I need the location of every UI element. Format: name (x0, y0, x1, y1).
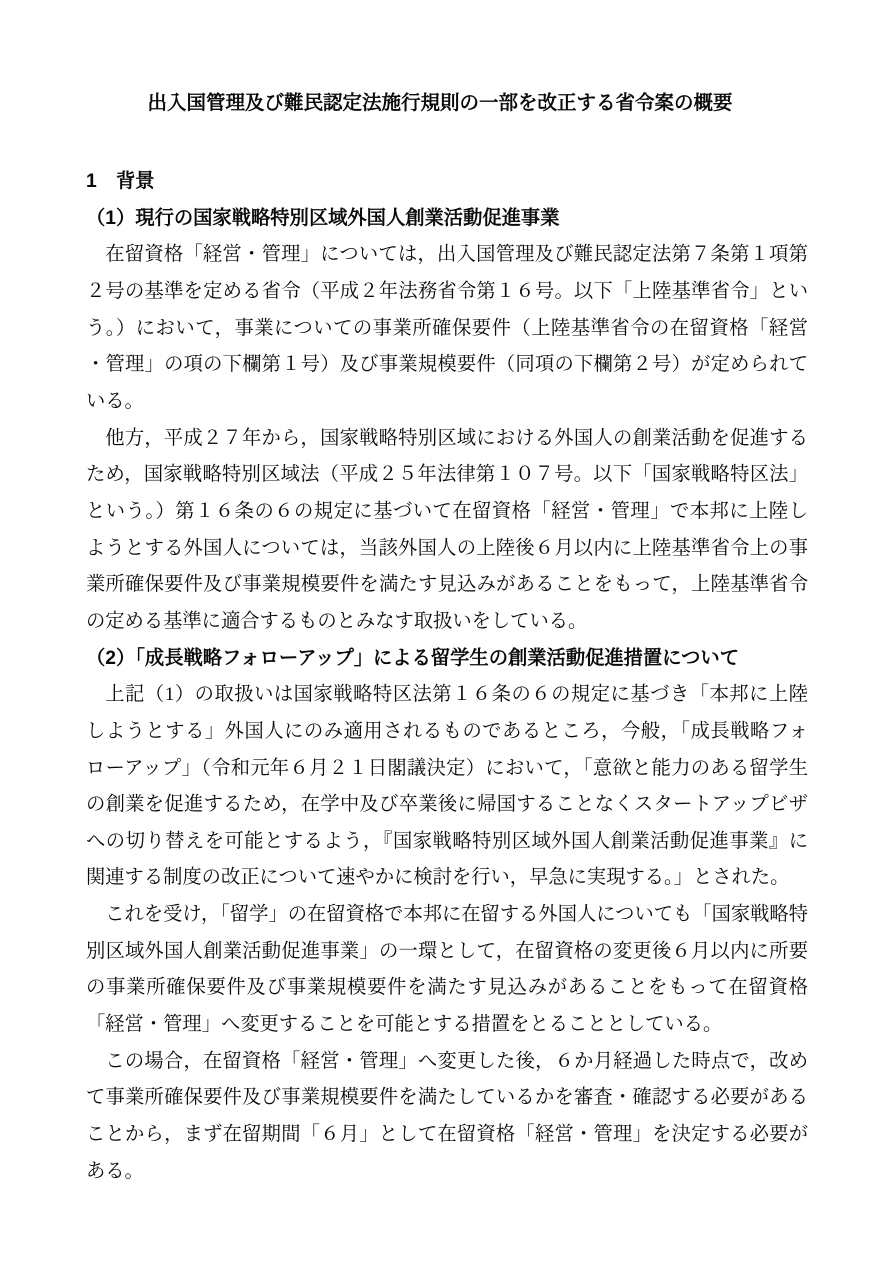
document-title: 出入国管理及び難民認定法施行規則の一部を改正する省令案の概要 (147, 92, 733, 114)
document-body (86, 164, 808, 1190)
paragraph: この場合，在留資格「経営・管理」へ変更した後，６か月経過した時点で，改めて事業所確保要件及び事業規模要件を満たしているかを審査・確認する必要があることから，まず在留期間「６月」として在留資格「経営・管理」を決定する必要がある。 (86, 1050, 808, 1182)
section-heading-background: 1 背景 (86, 171, 155, 192)
paragraph: 他方，平成２７年から，国家戦略特別区域における外国人の創業活動を促進するため，国家戦略特別区域法（平成２５年法律第１０７号。以下「国家戦略特区法」という。）第１６条の６の規定に基づいて在留資格「経営・管理」で本邦に上陸しようとする外国人については，当該外国人の上陸後６月以内に上陸基準省令上の事業所確保要件及び事業規模要件を満たす見込みがあることをもって，上陸基準省令の定める基準に適合するものとみなす取扱いをしている。 (86, 427, 808, 632)
paragraph: 上記（1）の取扱いは国家戦略特区法第１６条の６の規定に基づき「本邦に上陸しようとする」外国人にのみ適用されるものであるところ，今般，「成長戦略フォローアップ」（令和元年６月２１日閣議決定）において，「意欲と能力のある留学生の創業を促進するため，在学中及び卒業後に帰国することなくスタートアップビザへの切り替えを可能とするよう，『国家戦略特別区域外国人創業活動促進事業』に関連する制度の改正について速やかに検討を行い，早急に実現する。」とされた。 (86, 684, 808, 889)
subsection-heading-1: （1）現行の国家戦略特別区域外国人創業活動促進事業 (86, 207, 560, 229)
subsection-heading-2: （2）「成長戦略フォローアップ」による留学生の創業活動促進措置について (86, 647, 739, 669)
paragraph: 在留資格「経営・管理」については，出入国管理及び難民認定法第７条第１項第２号の基準を定める省令（平成２年法務省令第１６号。以下「上陸基準省令」という。）において，事業についての事業所確保要件（上陸基準省令の在留資格「経営・管理」の項の下欄第１号）及び事業規模要件（同項の下欄第２号）が定められている。 (86, 244, 808, 412)
paragraph: これを受け，「留学」の在留資格で本邦に在留する外国人についても「国家戦略特別区域外国人創業活動促進事業」の一環として，在留資格の変更後６月以内に所要の事業所確保要件及び事業規模要件を満たす見込みがあることをもって在留資格「経営・管理」へ変更することを可能とする措置をとることとしている。 (86, 904, 808, 1036)
